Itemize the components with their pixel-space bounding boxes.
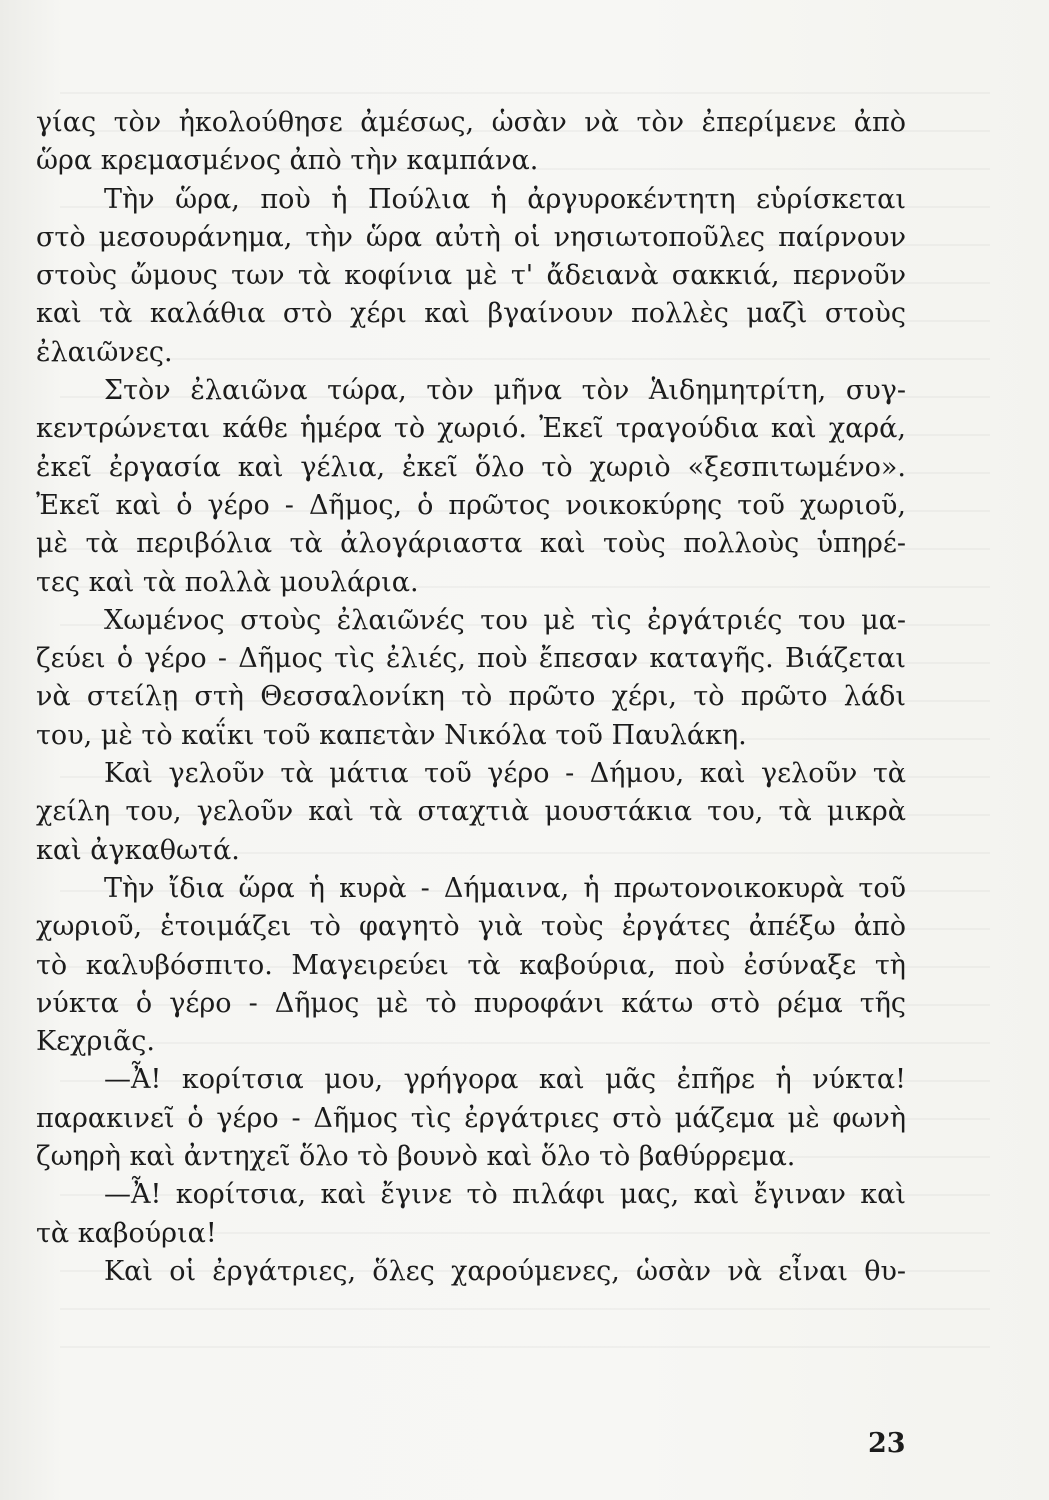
text-line: στοὺς ὤμους των τὰ κοφίνια μὲ τ' ἄδειανὰ σακκιά, περνοῦν: [36, 260, 906, 292]
page-number: 23: [868, 1428, 906, 1459]
text-line: ζωηρὴ καὶ ἀντηχεῖ ὅλο τὸ βουνὸ καὶ ὅλο τὸ βαθύρρεμα.: [36, 1141, 796, 1173]
text-line: γίας τὸν ἠκολούθησε ἀμέσως, ὡσὰν νὰ τὸν ἐπερίμενε ἀπὸ: [36, 107, 906, 138]
text-line: χωριοῦ, ἑτοιμάζει τὸ φαγητὸ γιὰ τοὺς ἐργάτες ἀπέξω ἀπὸ: [36, 911, 906, 943]
text-line: Καὶ οἱ ἐργάτριες, ὅλες χαρούμενες, ὡσὰν νὰ εἶναι θυ-: [104, 1255, 906, 1287]
text-line: Κεχριᾶς.: [36, 1026, 155, 1058]
text-line: Χωμένος στοὺς ἐλαιῶνές του μὲ τὶς ἐργάτριές του μα-: [104, 604, 906, 636]
text-line: μὲ τὰ περιβόλια τὰ ἀλογάριαστα καὶ τοὺς πολλοὺς ὑπηρέ-: [36, 528, 906, 560]
text-line: κεντρώνεται κάθε ἡμέρα τὸ χωριό. Ἐκεῖ τραγούδια καὶ χαρά,: [36, 413, 906, 445]
text-line: τὰ καβούρια!: [36, 1217, 217, 1249]
text-line: ζεύει ὁ γέρο - Δῆμος τὶς ἐλιές, ποὺ ἔπεσαν καταγῆς. Βιάζεται: [36, 643, 906, 675]
text-line: Καὶ γελοῦν τὰ μάτια τοῦ γέρο - Δήμου, καὶ γελοῦν τὰ: [104, 758, 906, 790]
text-line: καὶ ἀγκαθωτά.: [36, 834, 240, 866]
text-line: —Ἆ! κορίτσια μου, γρήγορα καὶ μᾶς ἐπῆρε ἡ νύκτα!: [104, 1064, 906, 1096]
text-line: ἐλαιῶνες.: [36, 336, 173, 368]
body-text: [36, 104, 906, 1291]
text-line: χείλη του, γελοῦν καὶ τὰ σταχτιὰ μουστάκια του, τὰ μικρὰ: [36, 796, 906, 828]
text-line: καὶ τὰ καλάθια στὸ χέρι καὶ βγαίνουν πολλὲς μαζὶ στοὺς: [36, 298, 906, 330]
text-line: νὰ στείλῃ στὴ Θεσσαλονίκη τὸ πρῶτο χέρι, τὸ πρῶτο λάδι: [36, 681, 906, 713]
text-line: Τὴν ὥρα, ποὺ ἡ Πούλια ἡ ἀργυροκέντητη εὑρίσκεται: [104, 183, 906, 215]
text-line: τες καὶ τὰ πολλὰ μουλάρια.: [36, 566, 419, 598]
text-line: Στὸν ἐλαιῶνα τώρα, τὸν μῆνα τὸν Ἁιδημητρίτη, συγ-: [104, 375, 906, 407]
text-line: ἐκεῖ ἐργασία καὶ γέλια, ἐκεῖ ὅλο τὸ χωριὸ «ξεσπιτωμένο».: [36, 451, 906, 483]
text-line: στὸ μεσουράνημα, τὴν ὥρα αὐτὴ οἱ νησιωτοποῦλες παίρνουν: [36, 221, 906, 253]
text-line: τὸ καλυβόσπιτο. Μαγειρεύει τὰ καβούρια, ποὺ ἐσύναξε τὴ: [36, 949, 906, 981]
text-line: νύκτα ὁ γέρο - Δῆμος μὲ τὸ πυροφάνι κάτω στὸ ρέμα τῆς: [36, 987, 906, 1019]
text-line: —Ἆ! κορίτσια, καὶ ἔγινε τὸ πιλάφι μας, καὶ ἔγιναν καὶ: [104, 1179, 906, 1211]
text-line: Ἐκεῖ καὶ ὁ γέρο - Δῆμος, ὁ πρῶτος νοικοκύρης τοῦ χωριοῦ,: [36, 489, 906, 521]
text-line: ὥρα κρεμασμένος ἀπὸ τὴν καμπάνα.: [36, 145, 539, 177]
text-line: παρακινεῖ ὁ γέρο - Δῆμος τὶς ἐργάτριες στὸ μάζεμα μὲ φωνὴ: [36, 1102, 906, 1134]
text-line: του, μὲ τὸ καΐκι τοῦ καπετὰν Νικόλα τοῦ Παυλάκη.: [36, 719, 747, 751]
text-line: Τὴν ἴδια ὥρα ἡ κυρὰ - Δήμαινα, ἡ πρωτονοικοκυρὰ τοῦ: [104, 872, 906, 904]
